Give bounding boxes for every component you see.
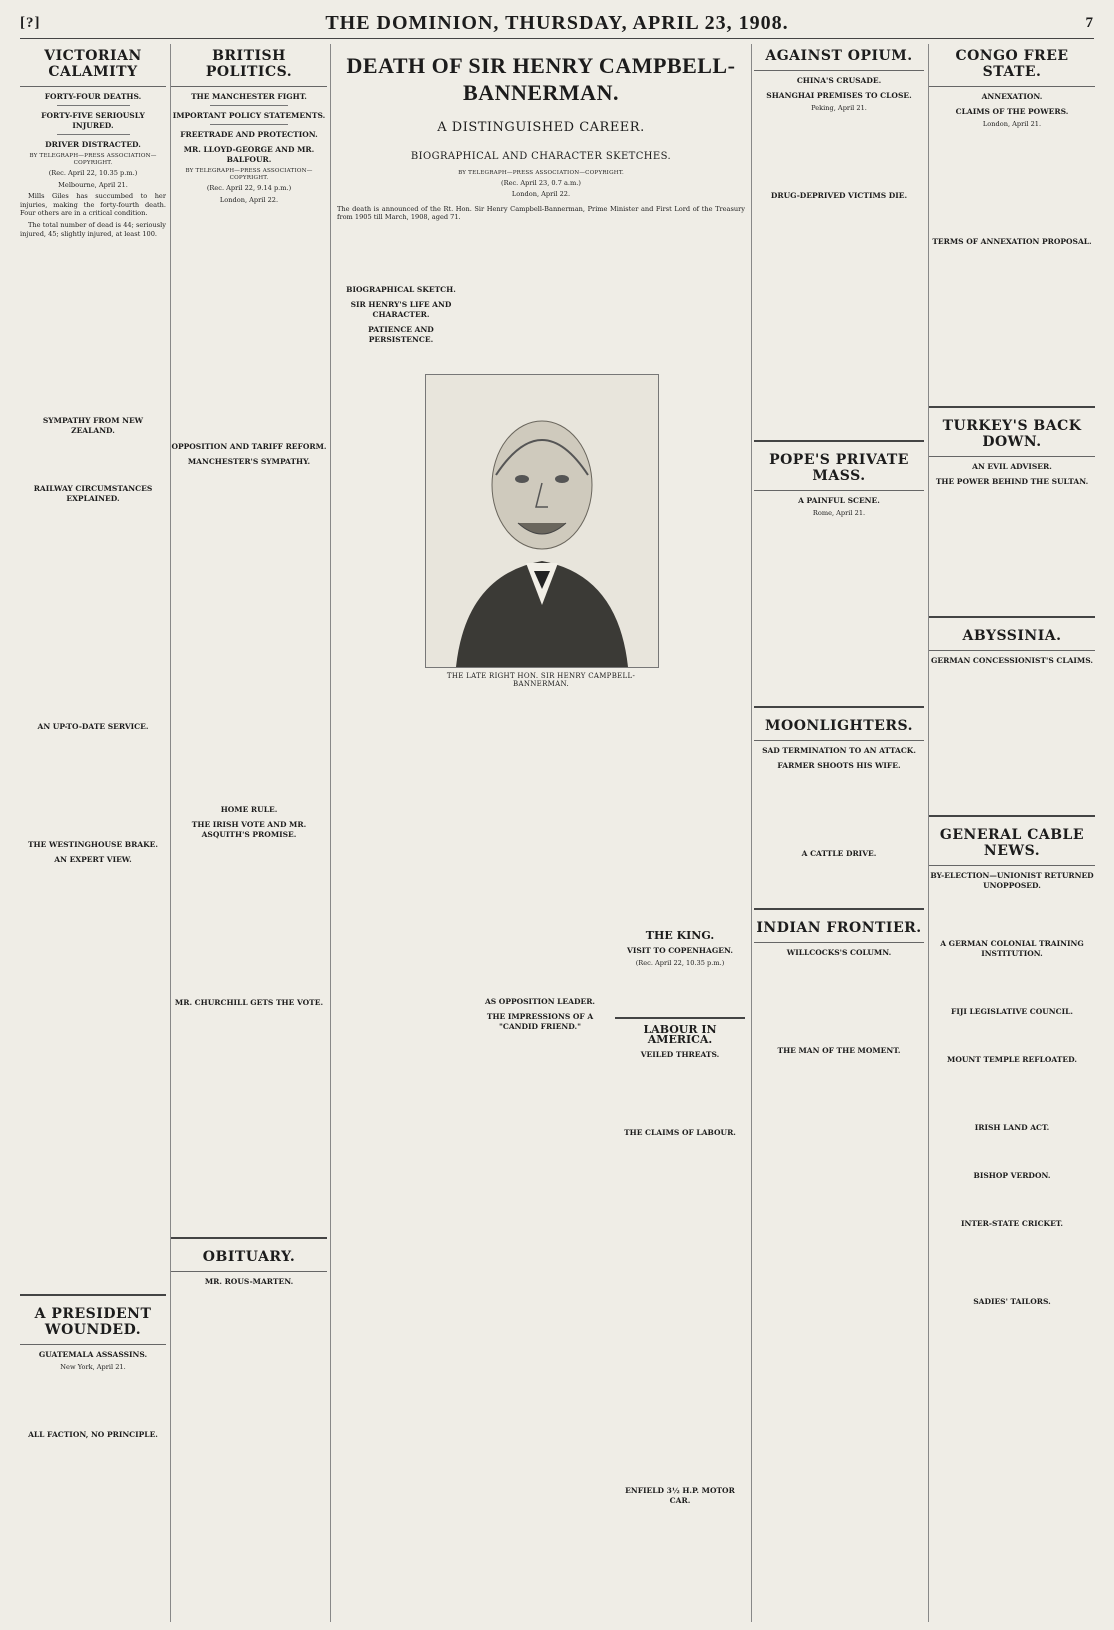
subhead-veiled-threats: VEILED THREATS. [640,1049,720,1059]
deck-biographical: BIOGRAPHICAL AND CHARACTER SKETCHES. [410,151,672,162]
illegible-text [20,439,166,479]
headline-obituary: OBITUARY. [171,1245,327,1272]
illegible-text [171,207,327,437]
subhead-tariff-reform: OPPOSITION AND TARIFF REFORM. [171,442,327,452]
subhead-forty-four-deaths: FORTY-FOUR DEATHS. [44,92,142,101]
dateline: London, April 21. [982,120,1042,128]
headline-president-wounded: A PRESIDENT WOUNDED. [20,1302,166,1345]
illegible-text [929,1232,1095,1292]
illegible-text [929,894,1095,934]
subhead-chinas-crusade: CHINA'S CRUSADE. [796,76,882,85]
illegible-text [20,735,166,835]
subhead-willcocks: WILLCOCKS'S COLUMN. [786,948,892,958]
subhead-patience: PATIENCE AND PERSISTENCE. [368,325,434,344]
telegraph-line: BY TELEGRAPH—PRESS ASSOCIATION—COPYRIGHT. [185,168,313,181]
dateline: London, April 22. [511,190,571,198]
feature-title: DEATH OF SIR HENRY CAMPBELL-BANNERMAN. [346,53,736,105]
right-text-column [617,280,745,920]
subhead-manchester-fight: THE MANCHESTER FIGHT. [191,92,307,101]
feature-campbell-bannerman [330,44,752,1622]
dateline: Peking, April 21. [811,104,867,112]
illegible-text [929,1068,1095,1118]
subhead-manchester-sympathy: MANCHESTER'S SYMPATHY. [187,457,311,467]
subhead-cattle-drive: A CATTLE DRIVE. [801,849,877,859]
subhead-drug-deprived: DRUG-DEPRIVED VICTIMS DIE. [770,190,908,200]
dateline: New York, April 21. [60,1363,126,1372]
subhead-sad-termination: SAD TERMINATION TO AN ATTACK. [762,746,916,756]
subhead-sympathy: SYMPATHY FROM NEW ZEALAND. [42,416,144,436]
subhead-candid-friend: THE IMPRESSIONS OF A "CANDID FRIEND." [486,1012,594,1031]
telegraph-line: BY TELEGRAPH—PRESS ASSOCIATION—COPYRIGHT. [29,153,157,166]
subhead-by-election: BY-ELECTION—UNIONIST RETURNED UNOPPOSED. [930,870,1094,890]
headline-popes-mass: POPE'S PRIVATE MASS. [754,448,924,491]
headline-turkey: TURKEY'S BACK DOWN. [929,414,1095,457]
illegible-text [929,132,1095,232]
deck-distinguished-career: A DISTINGUISHED CAREER. [437,120,645,135]
subhead-railway: RAILWAY CIRCUMSTANCES EXPLAINED. [33,484,153,504]
subhead-westinghouse: THE WESTINGHOUSE BRAKE. [27,840,159,850]
headline-moonlighters: MOONLIGHTERS. [754,714,924,741]
subhead-man-of-moment: THE MAN OF THE MOMENT. [777,1046,901,1056]
illegible-text [20,868,166,1288]
advert-enfield: ENFIELD 3½ H.P. MOTOR CAR. [625,1485,735,1505]
headline-british-politics: BRITISH POLITICS. [171,44,327,87]
illegible-text [754,774,924,844]
column-against-opium [754,44,924,1622]
illegible-text [171,1011,327,1231]
subhead-life-character: SIR HENRY'S LIFE AND CHARACTER. [350,300,452,319]
headline-indian-frontier: INDIAN FRONTIER. [754,916,924,943]
headline-victorian-calamity: VICTORIAN CALAMITY [20,44,166,87]
illegible-text [754,520,924,700]
illegible-text [754,862,924,902]
headline-congo: CONGO FREE STATE. [929,44,1095,87]
received-date: (Rec. April 23, 0.7 a.m.) [501,179,581,187]
subhead-churchill: MR. CHURCHILL GETS THE VOTE. [174,998,324,1008]
subhead-copenhagen: VISIT TO COPENHAGEN. [627,946,733,955]
subhead-expert-view: AN EXPERT VIEW. [54,855,132,865]
subhead-claims-labour: THE CLAIMS OF LABOUR. [624,1127,736,1137]
subhead-the-king: THE KING. [645,929,715,942]
headline-abyssinia: ABYSSINIA. [929,624,1095,651]
illegible-text [754,204,924,434]
subhead-farmer-shoots: FARMER SHOOTS HIS WIFE. [777,761,901,771]
subhead-mount-temple: MOUNT TEMPLE REFLOATED. [947,1054,1077,1064]
subhead-fiji: FIJI LEGISLATIVE COUNCIL. [951,1006,1073,1016]
advert-tailors: SADIES' TAILORS. [973,1296,1051,1306]
illegible-text [20,241,166,411]
subhead-claims-powers: CLAIMS OF THE POWERS. [955,107,1069,116]
subhead-up-to-date: AN UP-TO-DATE SERVICE. [37,722,149,732]
subhead-irish-vote: THE IRISH VOTE AND MR. ASQUITH'S PROMISE. [191,820,307,840]
subhead-driver-distracted: DRIVER DISTRACTED. [45,140,141,149]
subhead-injured: FORTY-FIVE SERIOUSLY INJURED. [41,111,145,130]
illegible-text [20,507,166,717]
subhead-policy-statements: IMPORTANT POLICY STATEMENTS. [172,111,326,120]
subhead-biographical: BIOGRAPHICAL SKETCH. [346,285,456,294]
received-date: (Rec. April 22, 10.35 p.m.) [635,959,725,967]
paragraph: The total number of dead is 44; seriously injured, 45; slightly injured, at least 100. [20,220,166,238]
illegible-text [929,250,1095,400]
illegible-text [929,1020,1095,1050]
dateline: London, April 22. [219,195,279,204]
headline-general-cable-news: GENERAL CABLE NEWS. [929,823,1095,866]
telegraph-line: BY TELEGRAPH—PRESS ASSOCIATION—COPYRIGHT. [458,170,624,176]
illegible-text [929,1136,1095,1166]
subhead-painful-scene: A PAINFUL SCENE. [798,495,880,505]
masthead-title: THE DOMINION, THURSDAY, APRIL 23, 1908. [325,11,789,34]
page-number: 7 [1085,14,1094,31]
subhead-freetrade: FREETRADE AND PROTECTION. [180,130,318,139]
subhead-bishop-verdon: BISHOP VERDON. [973,1170,1051,1180]
subhead-guatemala: GUATEMALA ASSASSINS. [38,1350,148,1360]
subhead-all-faction: ALL FACTION, NO PRINCIPLE. [28,1429,158,1439]
received-date: (Rec. April 22, 10.35 p.m.) [48,169,138,177]
lower-text-column-3 [615,926,745,1616]
subhead-power-behind-sultan: THE POWER BEHIND THE SULTAN. [935,476,1089,486]
subhead-terms-annexation: TERMS OF ANNEXATION PROPOSAL. [932,236,1092,246]
subhead-lloyd-george: MR. LLOYD-GEORGE AND MR. BALFOUR. [183,145,315,164]
subhead-opposition-leader: AS OPPOSITION LEADER. [484,997,596,1006]
subhead-german-colonial: A GERMAN COLONIAL TRAINING INSTITUTION. [940,938,1084,958]
masthead-left: [?] [20,14,41,31]
lower-text-column-1 [337,692,465,1612]
column-congo-free-state [928,44,1095,1622]
portrait-caption: THE LATE RIGHT HON. SIR HENRY CAMPBELL-BANNERMAN. [446,672,636,688]
headline-against-opium: AGAINST OPIUM. [754,44,924,71]
illegible-text [171,470,327,800]
illegible-text [20,1375,166,1425]
subhead-irish-land-act: IRISH LAND ACT. [974,1122,1050,1132]
illegible-text [929,669,1095,809]
dateline: Melbourne, April 21. [58,180,128,189]
column-victorian-calamity [20,44,166,1622]
illegible-text [754,961,924,1041]
illegible-text [171,843,327,993]
subhead-german-concessionist: GERMAN CONCESSIONIST'S CLAIMS. [930,655,1093,665]
subhead-home-rule: HOME RULE. [220,805,278,815]
column-british-politics [170,44,327,1622]
illegible-text [754,116,924,186]
subhead-rous-marten: MR. ROUS-MARTEN. [204,1277,294,1287]
masthead [20,8,1094,39]
subhead-labour-america: LABOUR IN AMERICA. [643,1022,717,1046]
subhead-shanghai: SHANGHAI PREMISES TO CLOSE. [766,91,912,100]
lead-paragraph: The death is announced of the Rt. Hon. Sir Henry Campbell-Bannerman, Prime Minister and First Lord of the Treasury from 1905 till March, 1908, aged 71. [337,204,745,222]
illegible-text [929,490,1095,610]
subhead-inter-state-cricket: INTER-STATE CRICKET. [960,1218,1064,1228]
illegible-text [929,962,1095,1002]
dateline: Rome, April 21. [812,508,866,517]
illegible-text [929,1184,1095,1214]
received-date: (Rec. April 22, 9.14 p.m.) [206,184,292,192]
lower-text-column-2 [473,692,607,1612]
paragraph: Mills Giles has succumbed to her injuries, making the forty-fourth death. Four others are in a critical condition. [20,192,166,218]
subhead-evil-adviser: AN EVIL ADVISER. [972,461,1052,471]
subhead-annexation: ANNEXATION. [981,92,1043,101]
